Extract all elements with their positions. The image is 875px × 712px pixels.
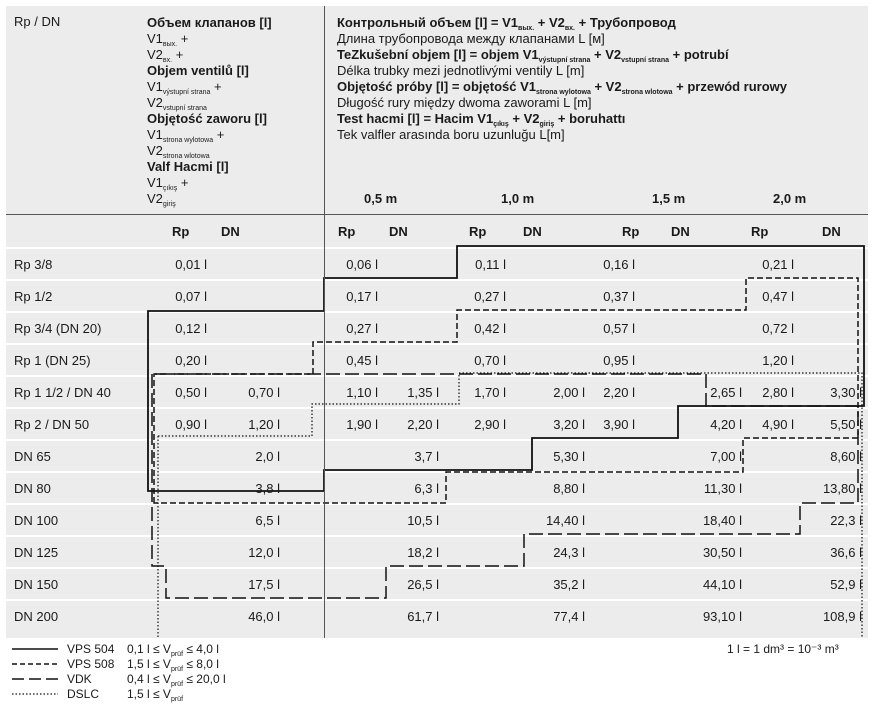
cz-valve-title: Objem ventilů [l]	[147, 63, 249, 78]
ru-description: Длина трубопровода между клапанами L [м]	[337, 31, 605, 46]
table-cell: 3,30 l	[830, 385, 862, 400]
ru-formula: Контрольный объем $[l] = V1_{вых.} + V2_{вх.}$ + Трубопровод	[337, 15, 676, 32]
legend-vps508-range: 1,5 $l \le V_{prüf} \le 8,0$ l	[127, 657, 219, 673]
table-cell: 0,57 l	[603, 321, 635, 336]
table-cell: 11,30 l	[703, 481, 742, 496]
table-cell: 0,20 l	[175, 353, 207, 368]
table-cell: 0,12 l	[175, 321, 207, 336]
legend-vdk-name: VDK	[67, 672, 92, 686]
table-cell: 0,21 l	[762, 257, 794, 272]
range-outlines	[6, 6, 868, 638]
unit-note: 1 l = 1 dm³ = 10⁻³ m³	[727, 642, 839, 656]
column-divider	[324, 6, 325, 638]
table-cell: 0,47 l	[762, 289, 794, 304]
table-cell: 3,7 l	[414, 449, 439, 464]
table-cell: 44,10 l	[702, 577, 742, 592]
header-divider	[6, 214, 868, 215]
legend-swatches	[10, 642, 60, 702]
table-cell: 2,00 l	[553, 385, 585, 400]
vdk-outline	[152, 374, 858, 598]
pl-valve-title: Objętość zaworu [l]	[147, 111, 267, 126]
tr-formula: Test hacmi [l] = Hacim $V1_{çıkış} + V2_{giriş}$ + boruhattı	[337, 111, 626, 128]
table-cell: 22,3 l	[830, 513, 862, 528]
table-cell: 2,90 l	[474, 417, 506, 432]
table-cell: 24,3 l	[553, 545, 585, 560]
subheader-dn: DN	[523, 224, 542, 239]
table-cell: 0,07 l	[175, 289, 207, 304]
table-cell: 1,90 l	[346, 417, 378, 432]
table-cell: 12,0 l	[248, 545, 280, 560]
volume-table	[6, 6, 868, 638]
table-cell: 93,10 l	[702, 609, 742, 624]
row-label: DN 200	[14, 609, 59, 624]
table-cell: 26,5 l	[407, 577, 439, 592]
row-label: Rp 1 1/2 / DN 40	[14, 385, 111, 400]
legend-vps508-name: VPS 508	[67, 657, 115, 671]
table-cell: 0,72 l	[762, 321, 794, 336]
table-cell: 0,11 l	[475, 257, 506, 272]
table-cell: 0,42 l	[474, 321, 506, 336]
table-cell: 2,0 l	[255, 449, 280, 464]
table-cell: 1,10 l	[346, 385, 378, 400]
subheader-dn: DN	[221, 224, 240, 239]
table-cell: 36,6 l	[830, 545, 862, 560]
table-cell: 4,90 l	[762, 417, 794, 432]
table-cell: 5,30 l	[553, 449, 585, 464]
row-label: Rp 2 / DN 50	[14, 417, 90, 432]
table-cell: 2,65 l	[710, 385, 742, 400]
tr-description: Tek valfler arasında boru uzunluğu L[m]	[337, 127, 565, 142]
row-label: Rp 1 (DN 25)	[14, 353, 91, 368]
subheader-rp: Rp	[751, 224, 769, 239]
table-cell: 17,5 l	[248, 577, 280, 592]
legend-vps504-range: 0,1 $l \le V_{prüf} \le 4,0$ l	[127, 642, 219, 658]
vps504-outline	[148, 246, 864, 491]
subheader-dn: DN	[389, 224, 408, 239]
table-cell: 4,20 l	[710, 417, 742, 432]
table-cell: 0,37 l	[603, 289, 635, 304]
length-1-0: 1,0 m	[501, 191, 535, 206]
table-cell: 8,80 l	[553, 481, 585, 496]
table-cell: 0,17 l	[346, 289, 378, 304]
legend-vdk-range: 0,4 $l \le V_{prüf} \le 20,0$ l	[127, 672, 226, 688]
corner-label: Rp / DN	[14, 14, 61, 29]
table-cell: 108,9 l	[822, 609, 862, 624]
table-cell: 5,50 l	[830, 417, 862, 432]
table-cell: 6,5 l	[255, 513, 280, 528]
table-cell: 46,0 l	[248, 609, 280, 624]
table-cell: 1,35 l	[407, 385, 439, 400]
table-cell: 10,5 l	[407, 513, 439, 528]
table-cell: 0,70 l	[474, 353, 506, 368]
subheader-dn: DN	[822, 224, 841, 239]
length-2-0: 2,0 m	[773, 191, 807, 206]
table-cell: 0,45 l	[346, 353, 378, 368]
subheader-rp: Rp	[469, 224, 487, 239]
cz-v2: $V2_{vstupní strana}$	[147, 95, 207, 112]
tr-v2: $V2_{giriş}$	[147, 191, 176, 208]
table-cell: 3,90 l	[603, 417, 635, 432]
table-cell: 3,8 l	[255, 481, 280, 496]
table-cell: 0,70 l	[248, 385, 280, 400]
table-cell: 61,7 l	[407, 609, 439, 624]
table-cell: 0,01 l	[175, 257, 207, 272]
table-cell: 0,27 l	[346, 321, 378, 336]
row-label: DN 65	[14, 449, 51, 464]
legend-dslc-name: DSLC	[67, 687, 100, 701]
row-label: DN 80	[14, 481, 51, 496]
table-cell: 0,95 l	[603, 353, 635, 368]
table-cell: 2,80 l	[762, 385, 794, 400]
table-cell: 0,27 l	[474, 289, 506, 304]
table-cell: 52,9 l	[830, 577, 862, 592]
table-cell: 18,2 l	[407, 545, 439, 560]
cz-v1: $V1_{výstupní strana}$ +	[147, 79, 222, 96]
table-cell: 35,2 l	[553, 577, 585, 592]
table-cell: 3,20 l	[553, 417, 585, 432]
table-cell: 1,70 l	[474, 385, 506, 400]
table-cell: 30,50 l	[702, 545, 742, 560]
table-cell: 0,90 l	[175, 417, 207, 432]
table-cell: 7,00 l	[710, 449, 742, 464]
pl-formula: Objętość próby [l] = objętość $V1_{strona wylotowa} + V2_{strona wlotowa}$ + przewód rurowy	[337, 79, 788, 96]
length-1-5: 1,5 m	[652, 191, 686, 206]
row-label: DN 125	[14, 545, 59, 560]
table-cell: 18,40 l	[702, 513, 742, 528]
table-cell: 77,4 l	[553, 609, 585, 624]
table-cell: 0,50 l	[175, 385, 207, 400]
row-label: Rp 1/2	[14, 289, 53, 304]
subheader-rp: Rp	[622, 224, 640, 239]
legend-dslc-range: 1,5 $l \le V_{prüf}$	[127, 687, 184, 703]
table-cell: 8,60 l	[830, 449, 862, 464]
row-label: DN 100	[14, 513, 59, 528]
table-cell: 2,20 l	[603, 385, 635, 400]
table-cell: 1,20 l	[248, 417, 280, 432]
pl-v2: $V2_{strona wlotowa}$	[147, 143, 210, 160]
tr-valve-title: Valf Hacmi [l]	[147, 159, 229, 174]
row-label: DN 150	[14, 577, 59, 592]
legend-vps504-name: VPS 504	[67, 642, 115, 656]
ru-v2: $V2_{вх.}$ +	[147, 47, 184, 64]
table-cell: 1,20 l	[762, 353, 794, 368]
subheader-dn: DN	[671, 224, 690, 239]
subheader-rp: Rp	[338, 224, 356, 239]
ru-valve-title: Объем клапанов [l]	[147, 15, 272, 30]
table-cell: 13,80 l	[822, 481, 862, 496]
cz-description: Délka trubky mezi jednotlivými ventily L [m]	[337, 63, 585, 78]
table-cell: 0,16 l	[603, 257, 635, 272]
ru-v1: $V1_{вых.}$ +	[147, 31, 189, 48]
pl-v1: $V1_{strona wylotowa}$ +	[147, 127, 225, 144]
row-label: Rp 3/4 (DN 20)	[14, 321, 102, 336]
cz-formula: TeZkušební objem [l] = objem $V1_{výstupní strana} + V2_{vstupní strana}$ + potrubí	[337, 47, 729, 64]
subheader-rp: Rp	[172, 224, 190, 239]
table-cell: 14,40 l	[545, 513, 585, 528]
pl-description: Długość rury między dwoma zaworami L [m]	[337, 95, 592, 110]
table-cell: 6,3 l	[414, 481, 439, 496]
table-cell: 2,20 l	[407, 417, 439, 432]
table-cell: 0,06 l	[346, 257, 378, 272]
length-0-5: 0,5 m	[364, 191, 398, 206]
row-label: Rp 3/8	[14, 257, 53, 272]
tr-v1: $V1_{çıkış}$ +	[147, 175, 189, 192]
